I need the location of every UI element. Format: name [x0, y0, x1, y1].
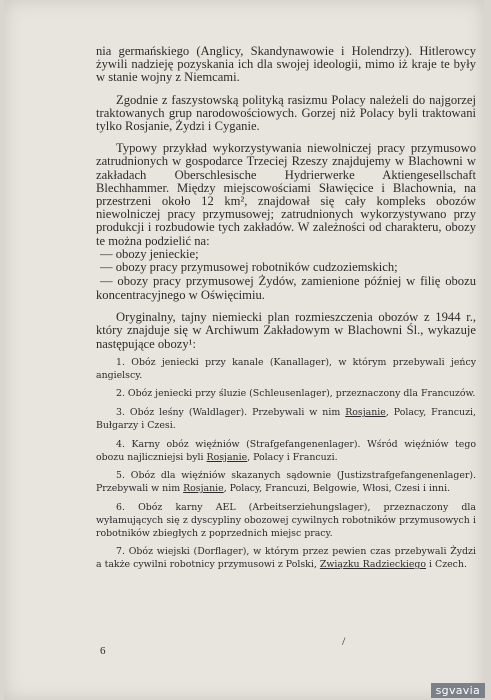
camp-text: 4. Karny obóz więźniów (Strafgefangenenlager). Wśród więźniów tego obozu najliczniejsi byli — [96, 438, 476, 463]
camp-types-list — [96, 248, 476, 302]
camp-entry-2: 2. Obóz jeniecki przy śluzie (Schleusenlager), przeznaczony dla Francuzów. — [116, 388, 476, 400]
camp-text: , Polacy i Francuzi. — [247, 451, 338, 463]
camp-type-item: — obozy pracy przymusowej Żydów, zamienione później w filię obozu koncentracyjnego w Oświęcimiu. — [96, 274, 476, 302]
camp-text: , Polacy, Francuzi, Bułgarzy i Czesi. — [96, 407, 477, 432]
camp-entry-4 — [96, 439, 476, 465]
page-number: 6 — [100, 645, 106, 657]
camp-entry-1: 1. Obóz jeniecki przy kanale (Kanallager), w którym przebywali jeńcy angielscy. — [96, 356, 476, 381]
camp-text: 3. Obóz leśny (Waldlager). Przebywali w nim — [116, 407, 346, 419]
underlined-word: Rosjanie — [206, 451, 248, 463]
paragraph-1: nia germańskiego (Anglicy, Skandynawowie i Holendrzy). Hitlerowcy żywili nadzieję pozyskania ich dla swojej ideologii, mimo iż kraje te były w stanie wojny z Niemcami. — [96, 44, 476, 85]
paragraph-3: Typowy przykład wykorzystywania niewolniczej pracy przymusowo zatrudnionych w gospodarce Trzeciej Rzeszy znajdujemy w Blachowni w zakładach Oberschlesische Hydrierwerke Aktiengesellschaft Blechhammer. Między miejscowościami Sławięcice i Blachownia, na przestrzeni około 12 km², znajdował się cały kompleks obozów niewolniczej pracy przymusowej; zatrudnionych wykorzystywano przy produkcji i rozbudowie tych zakładów. W zależności od charakteru, obozy te można podzielić na: — [96, 141, 476, 248]
paragraph-2: Zgodnie z faszystowską polityką rasizmu Polacy należeli do najgorzej traktowanych grup narodowościowych. Gorzej niż Polacy byli traktowani tylko Rosjanie, Żydzi i Cyganie. — [96, 92, 476, 134]
camps-list — [96, 357, 476, 572]
camp-entry-7 — [96, 546, 476, 572]
underlined-word: Związku Radzieckiego — [319, 559, 427, 571]
camp-text: 7. Obóz wiejski (Dorflager), w którym przez pewien czas przebywali Żydzi a także cywilni robotnicy przymusowi z Polski, — [96, 546, 476, 571]
paragraph-4: Oryginalny, tajny niemiecki plan rozmieszczenia obozów z 1944 r., który znajduje się w Archiwum Zakładowym w Blachowni Śl., wykazuje następujące obozy¹: — [96, 310, 476, 351]
watermark: sgvavia — [431, 683, 485, 698]
pencil-mark: / — [342, 634, 346, 648]
underlined-word: Rosjanie — [345, 407, 386, 419]
camp-entry-6: 6. Obóz karny AEL (Arbeitserziehungslager), przeznaczony dla wyłamujących się z dyscypliny obozowej cywilnych robotników przymusowych i robotników zbiegłych z poprzednich miejsc pracy. — [96, 502, 476, 539]
camp-type-item: — obozy pracy przymusowej robotników cudzoziemskich; — [100, 260, 398, 275]
camp-text: , Polacy, Francuzi, Belgowie, Włosi, Czesi i inni. — [223, 483, 451, 495]
camp-entry-5 — [96, 470, 476, 496]
camp-entry-3 — [96, 407, 476, 433]
camp-text: i Czech. — [426, 559, 467, 571]
camp-text: 5. Obóz dla więźniów skazanych sądownie (Justizstrafgefangenenlager). Przebywali w nim — [96, 470, 476, 495]
page-text — [96, 45, 476, 572]
camp-type-item: — obozy jenieckie; — [100, 246, 199, 261]
book-page — [4, 0, 484, 700]
underlined-word: Rosjanie — [183, 483, 224, 495]
